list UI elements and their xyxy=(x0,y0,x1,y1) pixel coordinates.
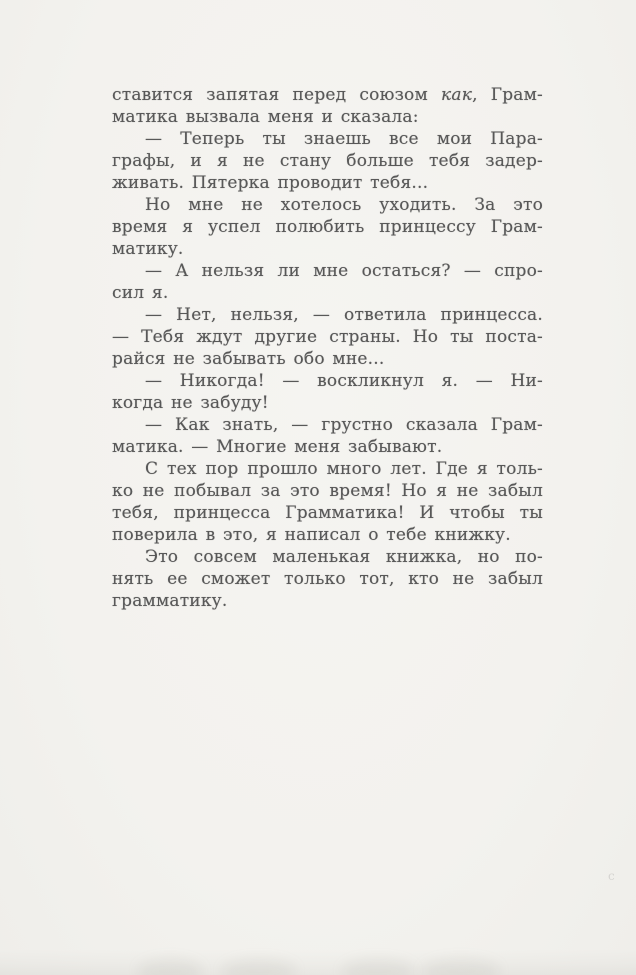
scan-speck-artifact: c xyxy=(608,869,615,883)
text-segment: Но мне не хотелось уходить. За это xyxy=(145,195,543,215)
text-line xyxy=(112,392,543,414)
text-segment: живать. Пятерка проводит тебя... xyxy=(112,173,429,193)
text-segment: — Нет, нельзя, — ответила принцесса. xyxy=(145,305,543,325)
text-segment: нять ее сможет только тот, кто не забыл xyxy=(112,569,543,589)
text-segment: поверила в это, я написал о тебе книжку. xyxy=(112,525,511,545)
text-line xyxy=(112,128,543,150)
text-line xyxy=(112,282,543,304)
text-line xyxy=(112,568,543,590)
text-line xyxy=(112,304,543,326)
text-line xyxy=(112,436,543,458)
text-line xyxy=(112,524,543,546)
text-segment: графы, и я не стану больше тебя задер- xyxy=(112,151,543,171)
page-text-block xyxy=(112,84,543,612)
text-segment: — Тебя ждут другие страны. Но ты поста- xyxy=(112,327,543,347)
text-segment: ставится запятая перед союзом xyxy=(112,85,442,105)
text-line xyxy=(112,150,543,172)
text-line xyxy=(112,458,543,480)
text-line xyxy=(112,414,543,436)
text-segment: время я успел полюбить принцессу Грам- xyxy=(112,217,543,237)
text-line xyxy=(112,106,543,128)
text-segment: — А нельзя ли мне остаться? — спро- xyxy=(145,261,543,281)
text-segment: тебя, принцесса Грамматика! И чтобы ты xyxy=(112,503,543,523)
text-line xyxy=(112,172,543,194)
text-line xyxy=(112,260,543,282)
text-segment: матику. xyxy=(112,239,184,259)
text-segment: Это совсем маленькая книжка, но по- xyxy=(145,547,543,567)
text-line xyxy=(112,370,543,392)
text-segment: ко не побывал за это время! Но я не забыл xyxy=(112,481,543,501)
text-line xyxy=(112,590,543,612)
text-line xyxy=(112,348,543,370)
text-line xyxy=(112,216,543,238)
scan-shadow xyxy=(0,949,636,975)
text-segment: райся не забывать обо мне... xyxy=(112,349,385,369)
text-segment: грамматику. xyxy=(112,591,228,611)
text-line xyxy=(112,84,543,106)
text-segment: — Как знать, — грустно сказала Грам- xyxy=(145,415,543,435)
text-line xyxy=(112,480,543,502)
text-line xyxy=(112,238,543,260)
text-segment: когда не забуду! xyxy=(112,393,269,413)
text-line xyxy=(112,502,543,524)
text-segment-italic: как xyxy=(441,85,473,105)
text-segment: , Грам- xyxy=(472,85,544,105)
text-line xyxy=(112,326,543,348)
text-segment: матика. — Многие меня забывают. xyxy=(112,437,443,457)
text-line xyxy=(112,194,543,216)
text-segment: — Никогда! — воскликнул я. — Ни- xyxy=(145,371,543,391)
text-segment: С тех пор прошло много лет. Где я толь- xyxy=(145,459,543,479)
text-segment: матика вызвала меня и сказала: xyxy=(112,107,419,127)
text-segment: — Теперь ты знаешь все мои Пара- xyxy=(145,129,543,149)
text-line xyxy=(112,546,543,568)
text-segment: сил я. xyxy=(112,283,169,303)
